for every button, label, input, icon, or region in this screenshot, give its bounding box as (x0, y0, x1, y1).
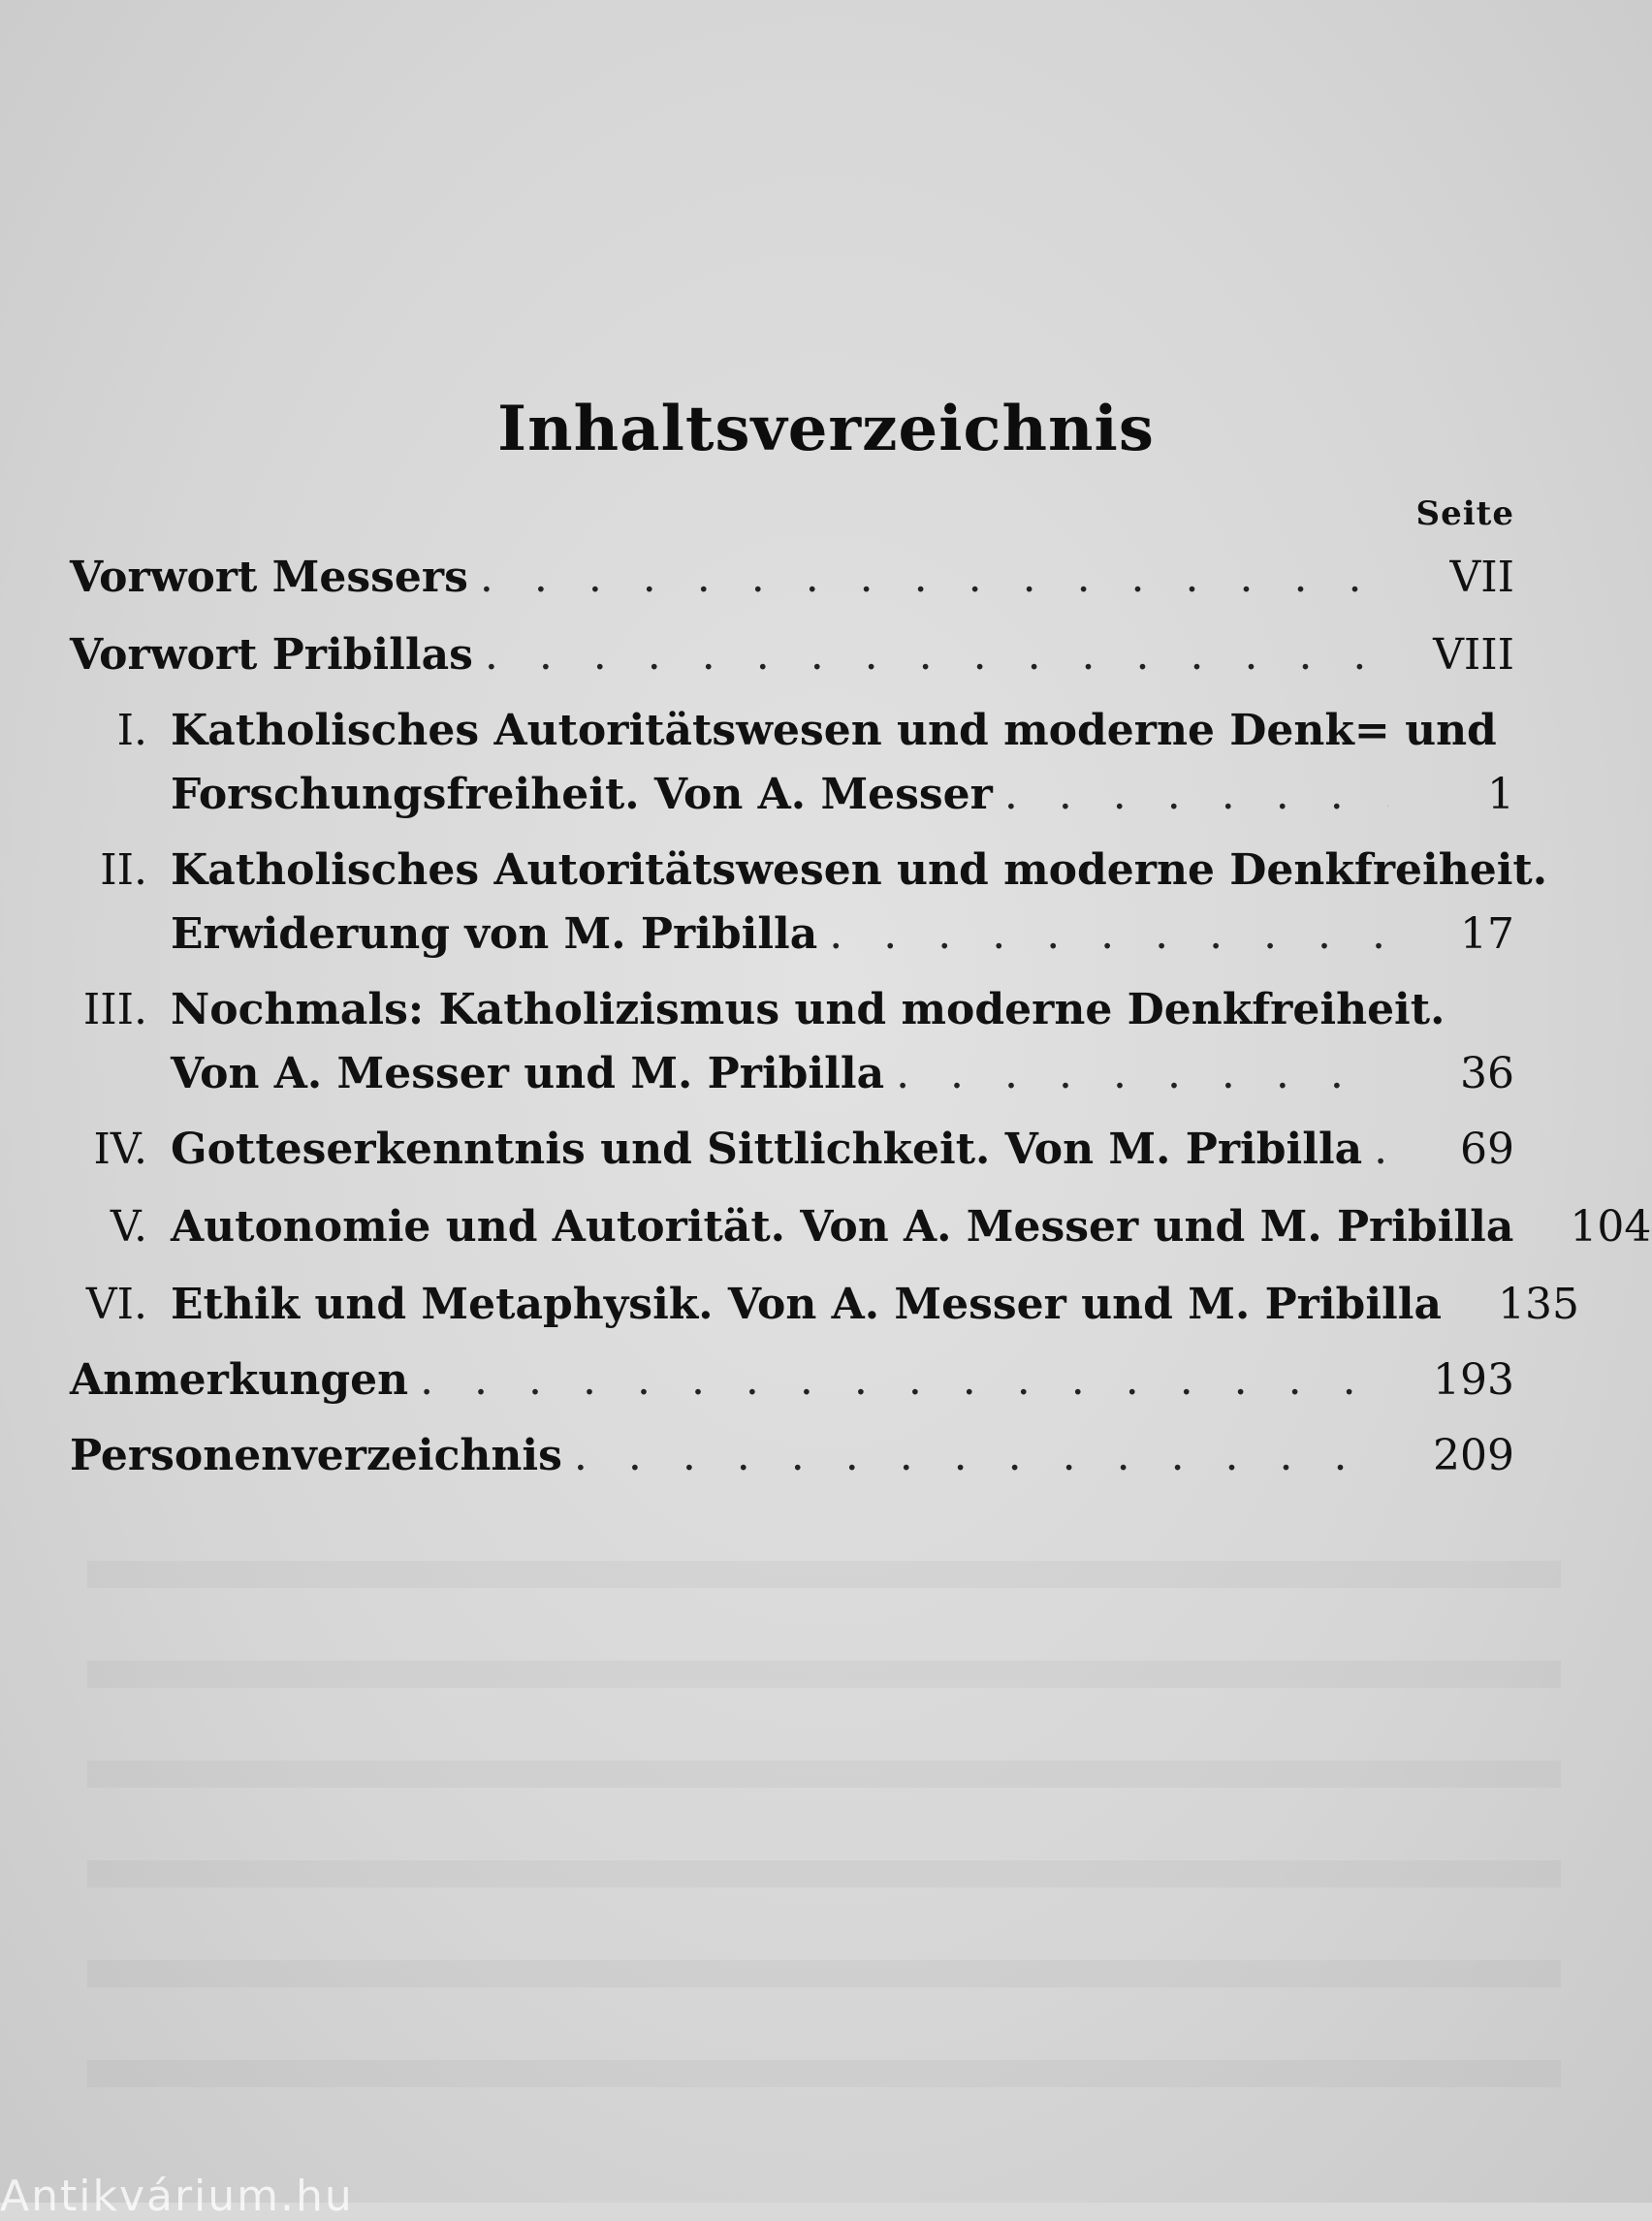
toc-entry-title: Ethik und Metaphysik. Von A. Messer und M. Pribilla (171, 1280, 1442, 1329)
toc-entry-page: 36 (1460, 1049, 1514, 1098)
toc-entry (70, 1355, 1514, 1419)
toc-entry-title: Personenverzeichnis (70, 1431, 562, 1480)
toc-entry (70, 706, 1514, 834)
toc-entry-page: VIII (1433, 630, 1514, 680)
toc-entry-title: Gotteserkenntnis und Sittlichkeit. Von M. Pribilla (171, 1125, 1363, 1174)
dot-leader (1362, 1125, 1388, 1174)
toc-entry-title-line: Katholisches Autoritätswesen und moderne Denk= und (171, 706, 1497, 755)
toc-entry (70, 1125, 1514, 1189)
chapter-number: VI. (85, 1280, 147, 1329)
watermark-text: Antikvárium.hu (0, 2172, 354, 2221)
toc-entry-title: Anmerkungen (70, 1355, 409, 1405)
toc-entry-title: Vorwort Messers (70, 553, 468, 602)
dot-leader (1513, 1202, 1525, 1252)
toc-entry-page: 193 (1433, 1355, 1514, 1405)
reverse-side-show-through (87, 1512, 1561, 2113)
dot-leader (562, 1431, 1388, 1480)
toc-entry-page: 135 (1498, 1280, 1579, 1329)
toc-entry-page: VII (1449, 553, 1514, 602)
toc-entry-title: Autonomie und Autorität. Von A. Messer und M. Pribilla (171, 1202, 1514, 1252)
toc-entry-title-line: Nochmals: Katholizismus und moderne Denkfreiheit. (171, 985, 1446, 1034)
toc-entry (70, 1202, 1652, 1266)
page-column-header: Seite (1415, 494, 1514, 533)
toc-entry-title-line: Erwiderung von M. Pribilla (171, 909, 818, 959)
dot-leader (884, 1049, 1388, 1098)
toc-entry-page: 104 (1570, 1202, 1652, 1252)
chapter-number: II. (100, 845, 147, 895)
toc-entry-title: Vorwort Pribillas (70, 630, 473, 680)
toc-entry (70, 1280, 1579, 1344)
chapter-number: III. (82, 985, 147, 1034)
toc-entry (70, 630, 1514, 694)
chapter-number: I. (116, 706, 147, 755)
toc-entry-title-line: Von A. Messer und M. Pribilla (171, 1049, 885, 1098)
dot-leader (408, 1355, 1388, 1405)
toc-entry (70, 1431, 1514, 1495)
toc-entry-title-line: Forschungsfreiheit. Von A. Messer (171, 770, 993, 819)
toc-entry (70, 985, 1514, 1113)
toc-entry-page: 17 (1460, 909, 1514, 959)
dot-leader (993, 770, 1388, 819)
toc-entry-page: 1 (1487, 770, 1514, 819)
chapter-number: IV. (93, 1125, 147, 1174)
toc-entry-title-line: Katholisches Autoritätswesen und moderne Denkfreiheit. (171, 845, 1548, 895)
dot-leader (1442, 1280, 1453, 1329)
dot-leader (817, 909, 1388, 959)
dot-leader (468, 553, 1388, 602)
toc-entry (70, 553, 1514, 617)
toc-entry-page: 209 (1433, 1431, 1514, 1480)
chapter-number: V. (110, 1202, 147, 1252)
toc-entry (70, 845, 1548, 973)
dot-leader (473, 630, 1388, 680)
toc-entry-page: 69 (1460, 1125, 1514, 1174)
page-title: Inhaltsverzeichnis (497, 393, 1155, 465)
